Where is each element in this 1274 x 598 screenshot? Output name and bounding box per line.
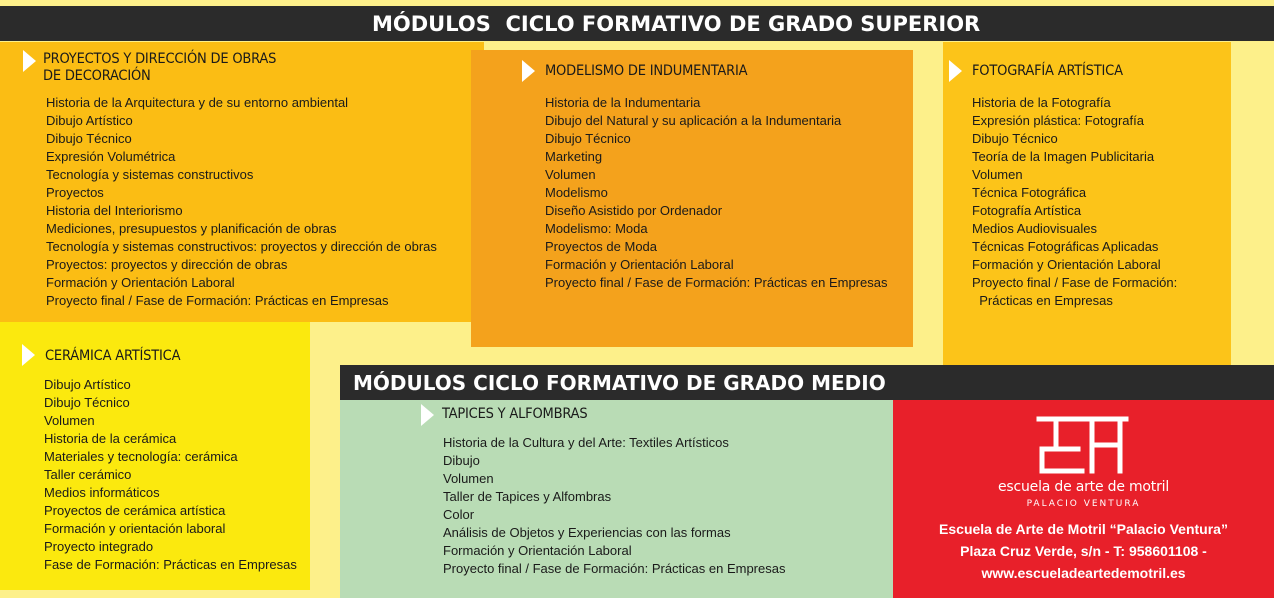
list-item: Proyectos de Moda (545, 239, 658, 254)
list-item: Fase de Formación: Prácticas en Empresas (44, 557, 297, 572)
ceramica-module-list (44, 376, 297, 574)
list-item: Historia de la Indumentaria (545, 95, 701, 110)
proyectos-module-list (46, 94, 437, 310)
list-item: Tecnología y sistemas constructivos (46, 167, 254, 182)
panel-fotografia (943, 42, 1231, 365)
panel-proyectos-title-line2: DE DECORACIÓN (43, 68, 151, 84)
list-item: Historia de la cerámica (44, 431, 177, 446)
list-item: Formación y Orientación Laboral (443, 543, 632, 558)
list-item: Dibujo Artístico (44, 377, 131, 392)
list-item: Proyectos: proyectos y dirección de obras (46, 257, 288, 272)
triangle-marker-icon (949, 60, 962, 82)
list-item: Volumen (44, 413, 95, 428)
header-superior-title: MÓDULOS CICLO FORMATIVO DE GRADO SUPERIOR (372, 11, 981, 36)
escuela-website-link[interactable]: www.escueladeartedemotril.es (981, 565, 1186, 581)
list-item: Formación y orientación laboral (44, 521, 226, 536)
panel-proyectos (0, 42, 484, 322)
list-item: Dibujo del Natural y su aplicación a la Indumentaria (545, 113, 842, 128)
list-item: Historia de la Arquitectura y de su entorno ambiental (46, 95, 349, 110)
header-medio-title: MÓDULOS CICLO FORMATIVO DE GRADO MEDIO (353, 370, 886, 395)
list-item: Historia de la Fotografía (972, 95, 1111, 110)
list-item: Formación y Orientación Laboral (545, 257, 734, 272)
list-item: Técnicas Fotográficas Aplicadas (972, 239, 1159, 254)
list-item: Proyectos de cerámica artística (44, 503, 226, 518)
triangle-marker-icon (22, 344, 35, 366)
list-item: Taller cerámico (44, 467, 132, 482)
list-item: Dibujo Técnico (44, 395, 130, 410)
list-item: Historia de la Cultura y del Arte: Textiles Artísticos (443, 435, 729, 450)
header-medio-bar (340, 365, 1274, 400)
list-item: Fotografía Artística (972, 203, 1082, 218)
list-item: Volumen (545, 167, 596, 182)
panel-tapices (340, 400, 893, 598)
list-item: Tecnología y sistemas constructivos: proyectos y dirección de obras (46, 239, 437, 254)
list-item: Volumen (972, 167, 1023, 182)
list-item: Modelismo (545, 185, 608, 200)
list-item: Proyecto final / Fase de Formación: Prácticas en Empresas (46, 293, 389, 308)
panel-modelismo (471, 50, 913, 347)
list-item: Proyecto final / Fase de Formación: Prácticas en Empresas (443, 561, 786, 576)
list-item: Dibujo (443, 453, 480, 468)
list-item: Prácticas en Empresas (972, 293, 1113, 308)
panel-proyectos-title (43, 51, 276, 85)
list-item: Proyecto final / Fase de Formación: Prácticas en Empresas (545, 275, 888, 290)
escuela-name: Escuela de Arte de Motril “Palacio Ventura” (939, 521, 1228, 537)
list-item: Historia del Interiorismo (46, 203, 183, 218)
list-item: Teoría de la Imagen Publicitaria (972, 149, 1155, 164)
panel-modelismo-title: MODELISMO DE INDUMENTARIA (545, 63, 748, 79)
list-item: Medios Audiovisuales (972, 221, 1098, 236)
list-item: Proyecto final / Fase de Formación: (972, 275, 1178, 290)
panel-ceramica-title: CERÁMICA ARTÍSTICA (45, 348, 181, 364)
escuela-logo-icon (1034, 411, 1134, 477)
triangle-marker-icon (23, 50, 36, 72)
list-item: Dibujo Técnico (46, 131, 132, 146)
list-item: Dibujo Técnico (972, 131, 1058, 146)
panel-fotografia-title: FOTOGRAFÍA ARTÍSTICA (972, 63, 1123, 79)
list-item: Expresión plástica: Fotografía (972, 113, 1144, 128)
list-item: Proyectos (46, 185, 104, 200)
list-item: Formación y Orientación Laboral (46, 275, 235, 290)
header-superior-bar (0, 6, 1274, 41)
fotografia-module-list (972, 94, 1177, 310)
list-item: Diseño Asistido por Ordenador (545, 203, 723, 218)
list-item: Mediciones, presupuestos y planificación de obras (46, 221, 337, 236)
list-item: Volumen (443, 471, 494, 486)
list-item: Materiales y tecnología: cerámica (44, 449, 238, 464)
panel-ceramica (0, 322, 310, 590)
list-item: Proyecto integrado (44, 539, 154, 554)
triangle-marker-icon (522, 60, 535, 82)
list-item: Marketing (545, 149, 603, 164)
panel-tapices-title: TAPICES Y ALFOMBRAS (442, 406, 588, 422)
list-item: Dibujo Técnico (545, 131, 631, 146)
list-item: Taller de Tapices y Alfombras (443, 489, 612, 504)
list-item: Dibujo Artístico (46, 113, 133, 128)
panel-proyectos-title-line1: PROYECTOS Y DIRECCIÓN DE OBRAS (43, 51, 277, 67)
escuela-logo-text: escuela de arte de motril (997, 479, 1170, 495)
list-item: Color (443, 507, 475, 522)
escuela-address: Plaza Cruz Verde, s/n - T: 958601108 - (960, 543, 1207, 559)
list-item: Medios informáticos (44, 485, 160, 500)
escuela-info-box (893, 400, 1274, 598)
list-item: Técnica Fotográfica (972, 185, 1087, 200)
tapices-module-list (443, 434, 785, 578)
modelismo-module-list (545, 94, 887, 292)
triangle-marker-icon (421, 404, 434, 426)
list-item: Expresión Volumétrica (46, 149, 176, 164)
list-item: Formación y Orientación Laboral (972, 257, 1161, 272)
escuela-logo-subtitle: PALACIO VENTURA (1026, 499, 1141, 509)
list-item: Modelismo: Moda (545, 221, 648, 236)
list-item: Análisis de Objetos y Experiencias con las formas (443, 525, 731, 540)
